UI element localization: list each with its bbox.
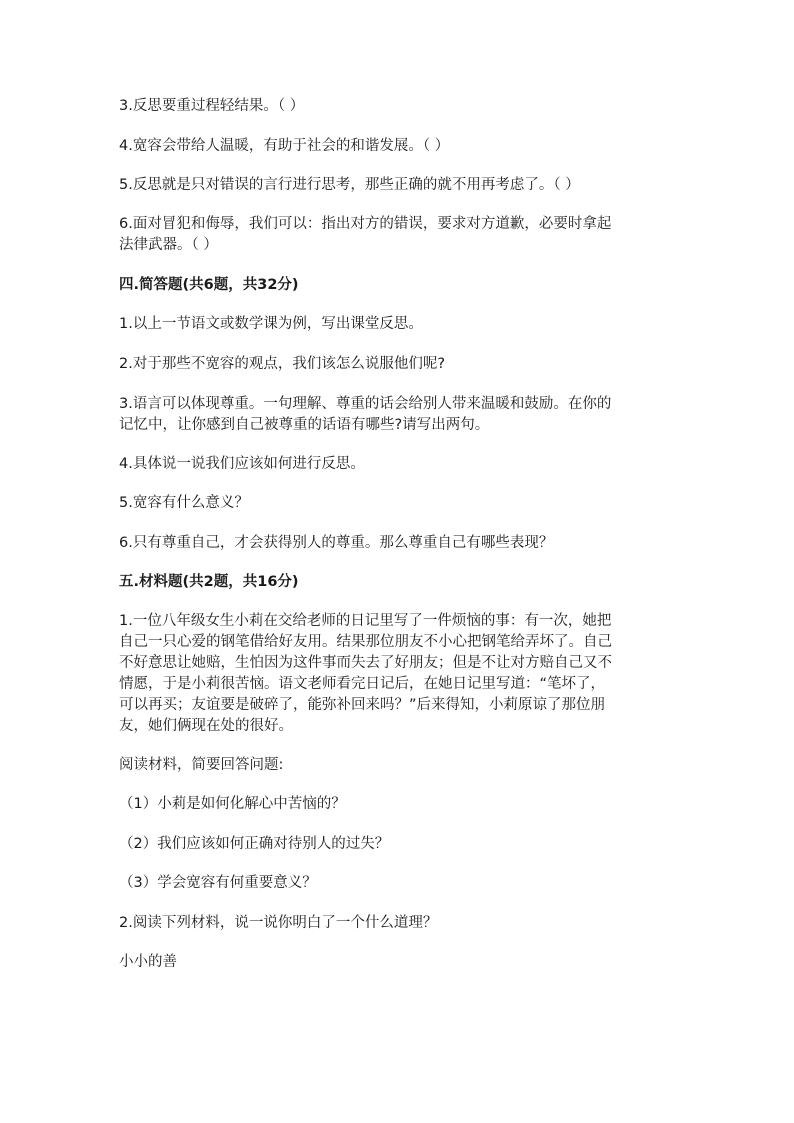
story-title: 小小的善: [119, 954, 177, 970]
sub-question-1: （1）小莉是如何化解心中苦恼的？: [119, 796, 346, 812]
short-answer-q4: 4.具体说一说我们应该如何进行反思。: [119, 456, 365, 472]
material1-line: 自己一只心爱的钢笔借给好友用。结果那位朋友不小心把钢笔给弄坏了。自己: [119, 634, 612, 650]
short-answer-q5: 5.宽容有什么意义？: [119, 495, 249, 511]
judgement-item-4: 4.宽容会带给人温暖，有助于社会的和谐发展。（ ）: [119, 138, 450, 154]
judgement-item-6-line1: 6.面对冒犯和侮辱，我们可以：指出对方的错误，要求对方道歉，必要时拿起: [119, 216, 612, 232]
judgement-item-5: 5.反思就是只对错误的言行进行思考，那些正确的就不用再考虑了。（ ）: [119, 177, 580, 193]
reading-prompt: 阅读材料，简要回答问题:: [119, 757, 284, 773]
material1-line: 1.一位八年级女生小莉在交给老师的日记里写了一件烦恼的事：有一次，她把: [119, 613, 612, 629]
material1-line: 可以再买；友谊要是破碎了，能弥补回来吗？”后来得知，小莉原谅了那位朋: [119, 697, 606, 713]
material-question-2: 2.阅读下列材料，说一说你明白了一个什么道理？: [119, 915, 438, 931]
material1-line: 不好意思让她赔，生怕因为这件事而失去了好朋友；但是不让对方赔自己又不: [119, 655, 612, 671]
sub-question-2: （2）我们应该如何正确对待别人的过失？: [119, 836, 390, 852]
judgement-item-3: 3.反思要重过程轻结果。（ ）: [119, 98, 305, 114]
material1-line: 情愿，于是小莉很苦恼。语文老师看完日记后，在她日记里写道：“笔坏了，: [119, 676, 606, 692]
short-answer-q3-line2: 记忆中，让你感到自己被尊重的话语有哪些?请写出两句。: [119, 417, 490, 433]
short-answer-q1: 1.以上一节语文或数学课为例，写出课堂反思。: [119, 316, 423, 332]
short-answer-q6: 6.只有尊重自己，才会获得别人的尊重。那么尊重自己有哪些表现？: [119, 535, 554, 551]
material1-line: 友，她们俩现在处的很好。: [119, 718, 293, 734]
sub-question-3: （3）学会宽容有何重要意义？: [119, 875, 317, 891]
judgement-item-6-line2: 法律武器。（ ）: [119, 237, 218, 253]
section-heading-short-answer: 四.简答题(共6题，共32分): [119, 277, 299, 293]
short-answer-q3-line1: 3.语言可以体现尊重。一句理解、尊重的话会给别人带来温暖和鼓励。在你的: [119, 396, 612, 412]
section-heading-material: 五.材料题(共2题，共16分): [119, 574, 299, 590]
short-answer-q2: 2.对于那些不宽容的观点，我们该怎么说服他们呢?: [119, 356, 446, 372]
